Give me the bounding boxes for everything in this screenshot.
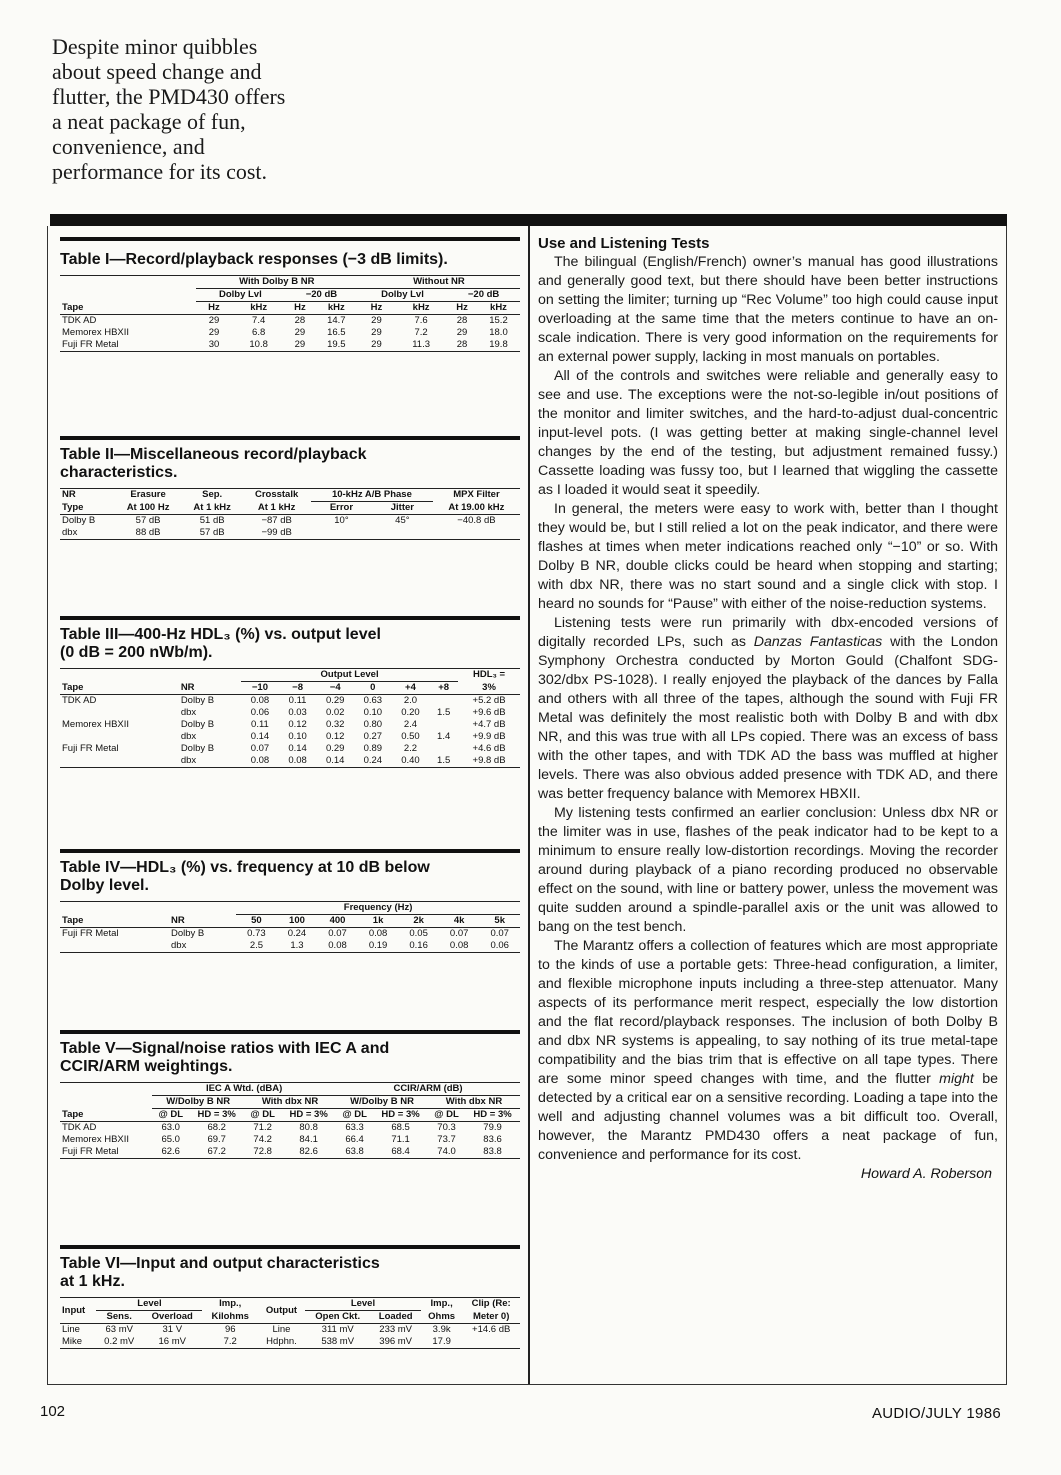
paragraph: All of the controls and switches were reliable and generally easy to see and use. The exceptions were the not-so-legible in/out positions of the monitor and limiter switches, and the hard-to-adjust dual-concentric input-level pots. (I was getting better at making single-channel level changes by the end of the testing, but adjustment remained fussy.) Cassette loading was fussy too, but I learned that wiggling the cassette as I loaded it would seat it speedily. [538,368,998,498]
table-1 [60,237,522,352]
table-3-grid: Output Level HDL₃ = Tape NR −10 −8 −4 0 +4 +8 3% TDK AD Dolby B 0.08 0.11 0.29 0.63 2.0 +5.2 dB dbx 0.06 0.03 0.02 0.10 0.20 1.5 +9.6 dB Memorex HBXII Dolby B 0.11 0.12 0.32 0.80 2.4 +4.7 dB dbx 0.14 0.10 0.12 0.27 0.50 1.4 +9.9 dB Fuji FR Metal Dolby B 0.07 0.14 0.29 0.89 2.2 +4.6 dB dbx 0.08 0.08 0.14 0.24 0.40 1.5 +9.8 dB [60,668,520,768]
header-cell: Hz [456,302,468,313]
table-rule [60,237,520,241]
table-4 [60,849,522,953]
table-row: TDK AD 29 7.4 28 14.7 29 7.6 28 15.2 [62,315,508,326]
table-3 [60,616,522,768]
table-row: Memorex HBXII 29 6.8 29 16.5 29 7.2 29 18.0 [62,327,508,338]
header-cell: kHz [327,302,345,313]
table-rule [60,436,520,440]
pull-quote [52,34,352,184]
table-row: Dolby B 57 dB 51 dB −87 dB 10° 45° −40.8 dB [62,515,496,526]
column-divider [528,226,530,1384]
table-rule [60,1245,520,1249]
table-row: dbx 0.08 0.08 0.14 0.24 0.40 1.5 +9.8 dB [60,755,520,768]
table-2 [60,436,522,540]
header-cell: With Dolby B NR [196,276,358,289]
pull-quote-line: a neat package of fun, [52,109,246,134]
table-3-title: Table III—400-Hz HDL₃ (%) vs. output level (0 dB = 200 nWb/m). [60,626,381,661]
header-cell: kHz [412,302,430,313]
header-cell: Hz [294,302,306,313]
table-row: Fuji FR Metal 62.6 67.2 72.8 82.6 63.8 68.4 74.0 83.8 [60,1146,520,1159]
header-cell: Dolby Lvl [196,289,285,302]
table-row: Mike 0.2 mV 16 mV 7.2 Hdphn. 538 mV 396 mV 17.9 [60,1336,520,1349]
header-cell: kHz [490,302,507,313]
header-cell: Hz [208,302,220,313]
page-number: 102 [40,1403,66,1420]
table-5 [60,1030,522,1159]
table-row: Fuji FR Metal Dolby B 0.73 0.24 0.07 0.08 0.05 0.07 0.07 [62,928,509,939]
table-4-grid: Frequency (Hz) Tape NR 50 100 400 1k 2k 4k 5k Fuji FR Metal Dolby B 0.73 0.24 0.07 0.08 0.05 0.07 0.07 dbx 2.5 1.3 0.08 0.19 0.16 0.08 0.06 [60,901,520,953]
pull-quote-line: performance for its cost. [52,159,268,184]
header-cell: Without NR [358,276,520,289]
paragraph: The Marantz offers a collection of features which are most appropriate to the kinds of use a portable gets: Three-head configuration, a limiter, and flexible microphone inputs including a three-step attenuator. Many aspects of its performance merit respect, especially the low distortion and the flat record/playback responses. The inclusion of both Dolby B and dbx NR systems is appealing, to say nothing of its true metal-tape compatibility and the bias trim that is effective on all tape types. There are some minor speed changes with time, and the flutter might be detected by a critical ear on a sensitive recording. Loading a tape into the well and adjusting channel volumes was a bit difficult too. Overall, however, the Marantz PMD430 offers a neat package of fun, convenience and performance for its cost. [538,938,998,1163]
table-row: Memorex HBXII Dolby B 0.11 0.12 0.32 0.80 2.4 +4.7 dB [62,719,506,730]
header-cell: Dolby Lvl [358,289,447,302]
table-row: Line 63 mV 31 V 96 Line 311 mV 233 mV 3.9k +14.6 dB [62,1324,511,1335]
paragraph: My listening tests confirmed an earlier conclusion: Unless dbx NR or the limiter was in use, flashes of the peak indicator had to be kept to a minimum to ensure really low-distortion recordings. Moving the recorder around during playback of a piano recording produced no observable effect on the sound, with line or battery power, unless the movement was quite sudden around a spindle-parallel axis or the unit was allowed to bang on the test bench. [538,805,998,935]
table-5-grid: IEC A Wtd. (dBA) CCIR/ARM (dB) W/Dolby B NR With dbx NR W/Dolby B NR With dbx NR Tape @ DL HD = 3% @ DL HD = 3% @ DL HD = 3% @ DL HD = 3% TDK AD 63.0 68.2 71.2 80.8 63.3 68.5 70.3 79.9 Memorex HBXII 65.0 69.7 74.2 84.1 66.4 71.1 73.7 83.6 Fuji FR Metal 62.6 67.2 72.8 82.6 63.8 68.4 74.0 83.8 [60,1082,520,1159]
table-1-title: Table I—Record/playback responses (−3 dB limits). [60,251,448,268]
table-row: dbx 0.06 0.03 0.02 0.10 0.20 1.5 +9.6 dB [180,707,506,718]
paragraph: Listening tests were run primarily with dbx-encoded versions of digitally recorded LPs, such as Danzas Fantasticas with the London Symphony Orchestra conducted by Morton Gould (Chalfont SDG-302/dbx PS-1028). I really enjoyed the playback of the dances by Falla and others with all three of the tapes, although the sound with Fuji FR Metal was definitely the most realistic both with Dolby B and with dbx NR, and this was true with all LPs copied. There was an excess of bass with the other tapes, and with TDK AD the bass was muffled at higher levels. There was also obvious added presence with TDK AD, and there was better frequency balance with Memorex HBXII. [538,615,999,802]
table-row: dbx 0.14 0.10 0.12 0.27 0.50 1.4 +9.9 dB [180,731,506,742]
table-6-title: Table VI—Input and output characteristics at 1 kHz. [60,1255,380,1290]
header-cell: −20 dB [447,289,520,302]
magazine-issue: AUDIO/JULY 1986 [871,1405,1001,1422]
table-row: Memorex HBXII 65.0 69.7 74.2 84.1 66.4 71.1 73.7 83.6 [62,1134,502,1145]
table-6-grid: Input Level Imp., Output Level Imp., Clip (Re: Sens. Overload Kilohms Open Ckt. Loaded Ohms Meter 0) Line 63 mV 31 V 96 Line 311 mV 233 mV 3.9k +14.6 dB Mike 0.2 mV 16 mV 7.2 Hdphn. 538 mV 396 mV 17.9 [60,1297,520,1349]
article-column [538,234,998,1184]
pull-quote-line: convenience, and [52,134,205,159]
table-6 [60,1245,522,1349]
table-row: TDK AD 63.0 68.2 71.2 80.8 63.3 68.5 70.3 79.9 [62,1122,502,1133]
table-row: dbx 2.5 1.3 0.08 0.19 0.16 0.08 0.06 [60,940,520,953]
paragraph: In general, the meters were easy to work with, better than I thought they would be, but I still relied a lot on the peak indicator, and there were flashes at times when meter indications reached only “−10” or so. With Dolby B NR, double clicks could be heard when stopping and starting; with dbx NR, there was no start sound and a single click with stop. I heard no sounds for “Pause” with either of the noise-reduction systems. [538,501,998,612]
table-5-title: Table V—Signal/noise ratios with IEC A and CCIR/ARM weightings. [60,1040,390,1075]
table-rule [60,1030,520,1034]
table-1-grid [60,275,520,352]
pull-quote-line: about speed change and [52,59,262,84]
header-cell: Tape [62,301,84,313]
table-4-title: Table IV—HDL₃ (%) vs. frequency at 10 dB below Dolby level. [60,859,430,894]
top-rule [50,214,1007,226]
table-row: dbx 88 dB 57 dB −99 dB [60,527,520,540]
table-2-grid: NR Erasure Sep. Crosstalk 10-kHz A/B Phase MPX Filter Type At 100 Hz At 1 kHz At 1 kHz Error Jitter At 19.00 kHz Dolby B 57 dB 51 dB −87 dB 10° 45° −40.8 dB dbx 88 dB 57 dB −99 dB [60,488,520,540]
pull-quote-line: Despite minor quibbles [52,34,258,59]
header-cell: Hz [370,302,383,313]
article-heading: Use and Listening Tests [538,235,710,252]
author-signature: Howard A. Roberson [860,1166,992,1182]
header-cell: kHz [250,302,268,313]
header-cell: −20 dB [285,289,358,302]
table-row: TDK AD Dolby B 0.08 0.11 0.29 0.63 2.0 +5.2 dB [62,695,506,706]
pull-quote-line: flutter, the PMD430 offers [52,84,286,109]
table-row: Fuji FR Metal Dolby B 0.07 0.14 0.29 0.89 2.2 +4.6 dB [62,743,506,754]
paragraph: The bilingual (English/French) owner’s manual has good illustrations and generally good text, but there should have been better instructions on setting the limiter; turning up “Rec Volume” too high could cause input overloading at the same time that the meters continue to have an on-scale indication. There is very good information on the requirements for an external power supply, lacking in most manuals on portables. [538,254,998,365]
table-rule [60,849,520,853]
article-body [538,253,998,1165]
table-2-title: Table II—Miscellaneous record/playback characteristics. [60,446,367,481]
table-row: Fuji FR Metal 30 10.8 29 19.5 29 11.3 28 19.8 [60,339,520,352]
table-rule [60,616,520,620]
